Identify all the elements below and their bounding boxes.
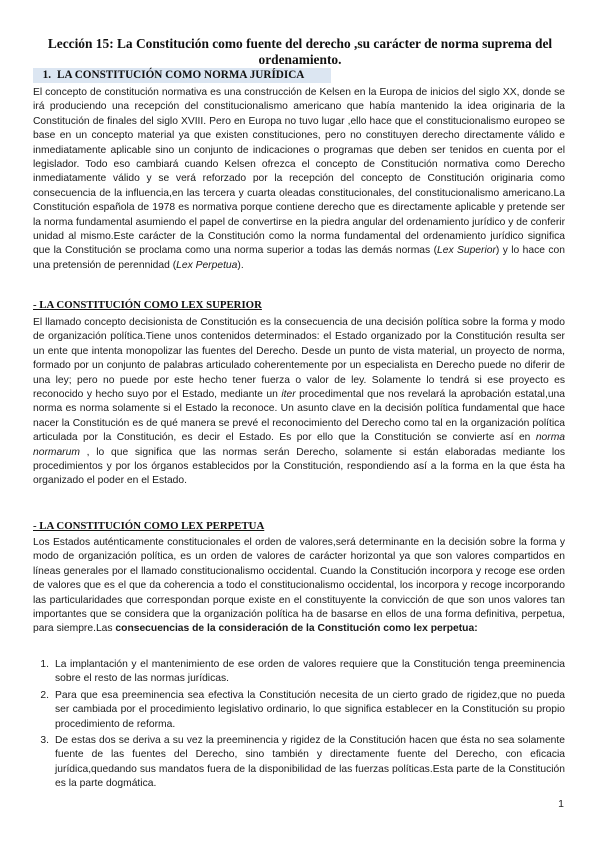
italic-term-lex-perpetua: Lex Perpetua: [176, 259, 238, 271]
paragraph-lex-perpetua: [33, 536, 565, 637]
paragraph-text: ).: [237, 259, 244, 271]
italic-term-iter: iter: [281, 389, 296, 401]
list-item: [33, 689, 565, 732]
bold-consequences-intro: consecuencias de la consideración de la Constitución como lex perpetua:: [115, 623, 478, 635]
paragraph-text: Los Estados auténticamente constitucionales el orden de valores,será determinante en la decisión sobre la forma y modo de organización política, es un orden de valores de carácter horizontal ya que son valores compartidos en líneas generales por el llamado constitucionalismo occidental. Cuando la Constitución incorpora y recoge ese orden de valores que es el que da coherencia a todo el constitucionalismo occidental, los incorpora y recoge incorporando las particularidades que correspondan porque existe en el constituyente la convicción de que son unos valores tan importantes que se considera que la organización política ha de basarse en ellos de una forma definitiva, perpetua, para siempre.Las: [33, 537, 565, 635]
italic-term-norma-normarum: norma normarum: [33, 432, 565, 458]
subheading-lex-superior: - LA CONSTITUCIÓN COMO LEX SUPERIOR: [33, 299, 262, 311]
list-item-text: La implantación y el mantenimiento de ese orden de valores requiere que la Constitución tenga preeminencia sobre el resto de las normas jurídicas.: [55, 659, 565, 685]
consequences-list: [33, 658, 565, 794]
document-title: Lección 15: La Constitución como fuente del derecho ,su carácter de norma suprema del ordenamiento.: [47, 36, 553, 67]
paragraph-lex-superior: [33, 316, 565, 489]
paragraph-text: procedimental que nos revelará la aprobación estatal,una norma es norma solamente si el Estado la reconoce. Un asunto clave en la decisión política fundamental que hace nacer la Constitución es de qué manera se prevé el reconocimiento del Derecho como tal en la organización política articulada por la Constitución, es decir el Estado. Es por ello que la Constitución se convierte así en: [33, 389, 566, 444]
list-item-text: De estas dos se deriva a su vez la preeminencia y rigidez de la Constitución hacen que ésta no sea solamente fuente de las fuentes del Derecho, sino también y directamente fuente del Derecho, con eficacia jurídica,quedando sus mandatos fuera de la disponibilidad de las fuerzas políticas.Esta parte de la Constitución es la parte dogmática.: [55, 735, 565, 790]
list-item: [33, 734, 565, 792]
list-item: [33, 658, 565, 687]
list-item-text: Para que esa preeminencia sea efectiva la Constitución necesita de un cierto grado de rigidez,que no pueda ser cambiada por el procedimiento legislativo ordinario, lo que significa establecer en la Constitución su propio procedimiento de reforma.: [55, 689, 565, 730]
paragraph-text: El concepto de constitución normativa es una construcción de Kelsen en la Europa de inicios del siglo XX, donde se irá produciendo una recepción del constitucionalismo americano que había mantenido la idea originaria de la Constitución de finales del siglo XVIII. Pero en Europa no tuvo lugar ,ello hace que el constitucionalismo europeo se base en un concepto material ya que existen constituciones, pero no constituyen derecho directamente válido e inmediatamente aplicable sino un conjunto de indicaciones o programas que deben ser tenidos en cuenta por el legislador. Todo eso cambiará cuando Kelsen ofrezca el concepto de Constitución normativa como Derecho inmediatamente válido y se verá reforzado por la recepción del concepto de Constitución originaria como consecuencia de la influencia,en las tercera y cuarta oleadas constitucionales, del constitucionalismo americano.La Constitución española de 1978 es normativa porque contiene derecho que es directamente aplicable y pretende ser la norma fundamental asumiendo el papel de convertirse en la piedra angular del ordenamiento jurídico y de conferir unidad al mismo.Este carácter de la Constitución como la norma fundamental del ordenamiento jurídico significa que la Constitución se proclama como una norma superior a todas las demás normas (: [33, 87, 565, 257]
paragraph-text: El llamado concepto decisionista de Constitución es la consecuencia de una decisión política sobre la forma y modo de organización política.Tiene unos contenidos determinados: el Estado organizado por la Constitución resulta ser un ente que intenta monopolizar las fuentes del Derecho. Desde un punto de vista material, un proyecto de norma, formado por un conjunto de palabras articulado coherentemente por un especialista en Derecho puede no diferir de una ley; pero no puede por este hecho tener fuerza o valor de ley. Solamente lo tendrá si ese proyecto es reconocido y hecho suyo por el Estado, mediante un: [33, 317, 565, 401]
subheading-lex-perpetua: - LA CONSTITUCIÓN COMO LEX PERPETUA: [33, 520, 265, 532]
paragraph-text: ) y lo hace con una pretensión de perennidad (: [33, 245, 565, 271]
paragraph-norma-juridica: [33, 86, 565, 273]
section-heading-text: LA CONSTITUCIÓN COMO NORMA JURÍDICA: [57, 69, 305, 81]
italic-term-lex-superior: Lex Superior: [437, 245, 496, 257]
section-number: 1.: [42, 69, 51, 81]
list-number: 3.: [40, 735, 49, 747]
paragraph-text: , lo que significa que las normas serán Derecho, solamente si están elaboradas mediante los procedimientos y por los órganos establecidos por la Constitución, respondiendo así a la forma en la que ésta ha organizado el poder en el Estado.: [33, 446, 565, 487]
list-number: 1.: [40, 659, 49, 670]
section-heading-norma-juridica: [33, 68, 331, 83]
page-number: 1: [558, 798, 564, 810]
list-number: 2.: [40, 689, 49, 701]
